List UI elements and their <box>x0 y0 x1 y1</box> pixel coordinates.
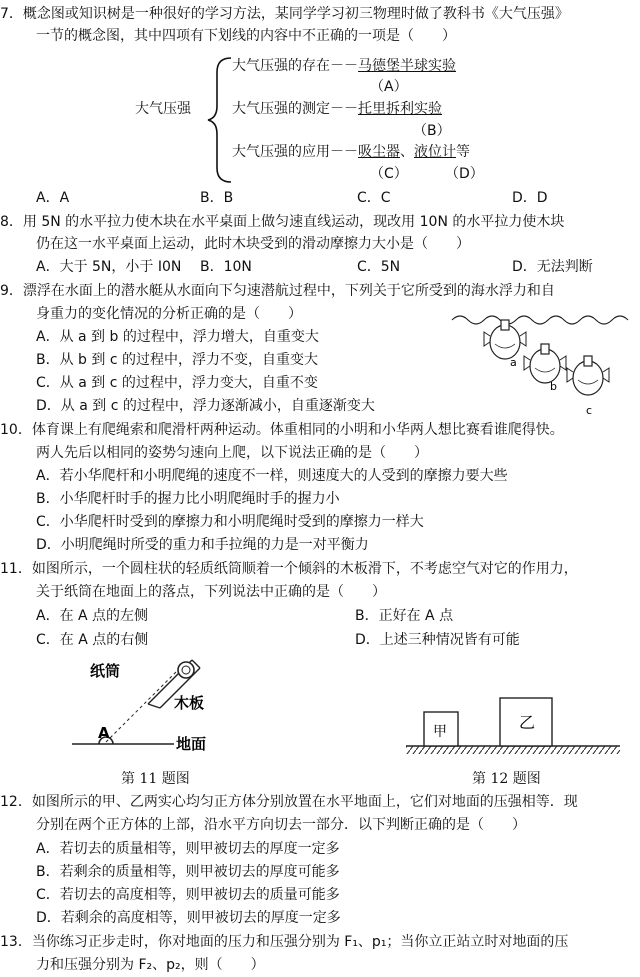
submarine-b-icon <box>524 344 566 383</box>
q13-stem-line2: 力和压强分别为 F₂、p₂，则（ ） <box>36 957 265 973</box>
diagram-tag-d: （D） <box>445 166 484 182</box>
q11-caption: 第 11 题图 <box>121 771 190 787</box>
q7-stem-line2: 一节的概念图，其中四项有下划线的内容中不正确的一项是（ ） <box>36 28 456 44</box>
q12-option-a[interactable]: A．若切去的质量相等，则甲被切去的厚度一定多 <box>36 841 340 857</box>
q7-option-c[interactable]: C．C <box>357 190 391 206</box>
q8-option-b[interactable]: B．10N <box>200 259 252 275</box>
diagram-row2-item: 托里拆利实验 <box>358 101 442 117</box>
diagram-row3-item-d: 液位计 <box>414 144 456 160</box>
label-point-a: A <box>98 724 110 742</box>
diagram-row2 <box>232 99 442 119</box>
q8-option-d[interactable]: D．无法判断 <box>512 259 593 275</box>
submarine-c-icon <box>567 356 609 395</box>
q10-option-a[interactable]: A．若小华爬杆和小明爬绳的速度不一样，则速度大的人受到的摩擦力要大些 <box>36 468 508 484</box>
q10-stem-line1: 10．体育课上有爬绳索和爬滑杆两种运动。体重相同的小明和小华两人想比赛看谁爬得快。 <box>0 422 564 438</box>
q9-option-d[interactable]: D．从 a 到 c 的过程中，浮力逐渐减小，自重逐渐变大 <box>36 398 375 414</box>
q8-option-a[interactable]: A．大于 5N，小于 I0N <box>36 259 182 275</box>
q7-option-a[interactable]: A．A <box>36 190 70 206</box>
q8-stem-line2: 仍在这一水平桌面上运动，此时木块受到的滑动摩擦力大小是（ ） <box>36 236 470 252</box>
diagram-tag-c: （C） <box>370 166 408 182</box>
diagram-row3-prefix: 大气压强的应用－－ <box>232 144 358 160</box>
diagram-row1 <box>232 56 456 76</box>
q12-option-c[interactable]: C．若切去的高度相等，则甲被切去的质量可能多 <box>36 887 340 903</box>
label-yi: 乙 <box>519 713 536 732</box>
diagram-root-label: 大气压强 <box>135 101 191 117</box>
q12-caption: 第 12 题图 <box>472 771 541 787</box>
diagram-row3-item-c: 吸尘器 <box>358 144 400 160</box>
diagram-tag-a: （A） <box>370 79 408 95</box>
brace-icon <box>205 56 235 186</box>
diagram-tag-b: （B） <box>413 123 451 139</box>
q9-option-b[interactable]: B．从 b 到 c 的过程中，浮力不变，自重变大 <box>36 352 318 368</box>
q10-option-c[interactable]: C．小华爬杆时受到的摩擦力和小明爬绳时受到的摩擦力一样大 <box>36 514 424 530</box>
q12-stem-line2: 分别在两个正方体的上部，沿水平方向切去一部分．以下判断正确的是（ ） <box>36 817 526 833</box>
paper-tube-icon <box>178 662 194 678</box>
q11-option-c[interactable]: C．在 A 点的右侧 <box>36 632 149 648</box>
q10-option-d[interactable]: D．小明爬绳时所受的重力和手拉绳的力是一对平衡力 <box>36 537 369 553</box>
q7-option-d[interactable]: D．D <box>512 190 548 206</box>
sub-label-c: c <box>586 404 593 417</box>
q11-figure <box>66 656 266 766</box>
q11-option-a[interactable]: A．在 A 点的左侧 <box>36 608 149 624</box>
q13-stem-line1: 13．当你练习正步走时，你对地面的压力和压强分别为 F₁、p₁；当你立正站立时对地面的压 <box>0 934 569 950</box>
q11-stem-line2: 关于纸筒在地面上的落点，下列说法中正确的是（ ） <box>36 584 386 600</box>
q9-option-a[interactable]: A．从 a 到 b 的过程中，浮力增大，自重变大 <box>36 329 319 345</box>
label-jia: 甲 <box>433 724 447 740</box>
diagram-row3 <box>232 142 470 162</box>
q11-option-b[interactable]: B．正好在 A 点 <box>355 608 454 624</box>
q11-stem-line1: 11．如图所示，一个圆柱状的轻质纸筒顺着一个倾斜的木板滑下，不考虑空气对它的作用力， <box>0 561 578 577</box>
diagram-row1-item: 马德堡半球实验 <box>358 58 456 74</box>
q10-option-b[interactable]: B．小华爬杆时手的握力比小明爬绳时手的握力小 <box>36 491 340 507</box>
diagram-row1-prefix: 大气压强的存在－－ <box>232 58 358 74</box>
q8-option-c[interactable]: C．5N <box>357 259 401 275</box>
q12-option-b[interactable]: B．若剩余的质量相等，则甲被切去的厚度可能多 <box>36 864 340 880</box>
sub-label-b: b <box>550 380 557 393</box>
q12-option-d[interactable]: D．若剩余的高度相等，则甲被切去的厚度一定多 <box>36 910 341 926</box>
q9-stem-line1: 9．漂浮在水面上的潜水艇从水面向下匀速潜航过程中，下列关于它所受到的海水浮力和自 <box>0 283 555 299</box>
q12-stem-line1: 12．如图所示的甲、乙两实心均匀正方体分别放置在水平地面上，它们对地面的压强相等．现 <box>0 794 578 810</box>
submarine-a-icon <box>484 320 526 359</box>
diagram-row3-suffix: 等 <box>456 144 470 160</box>
q7-stem-line1: 7．概念图或知识树是一种很好的学习方法，某同学学习初三物理时做了教科书《大气压强》 <box>0 6 569 22</box>
label-board: 木板 <box>174 694 205 712</box>
diagram-row2-prefix: 大气压强的测定－－ <box>232 101 358 117</box>
submarine-figure <box>450 306 630 418</box>
q8-stem-line1: 8．用 5N 的水平拉力使木块在水平桌面上做匀速直线运动，现改用 10N 的水平拉力使木块 <box>0 214 565 230</box>
q7-option-b[interactable]: B．B <box>200 190 234 206</box>
q9-option-c[interactable]: C．从 a 到 c 的过程中，浮力变大，自重不变 <box>36 375 318 391</box>
q10-stem-line2: 两人先后以相同的姿势匀速向上爬，以下说法正确的是（ ） <box>36 445 428 461</box>
label-ground: 地面 <box>176 735 207 753</box>
q12-figure <box>404 694 624 760</box>
q7-concept-diagram <box>0 48 640 188</box>
diagram-row3-sep: 、 <box>400 144 414 160</box>
sub-label-a: a <box>510 356 517 369</box>
label-tube: 纸筒 <box>90 662 121 680</box>
q11-option-d[interactable]: D．上述三种情况皆有可能 <box>355 632 520 648</box>
q9-stem-line2: 身重力的变化情况的分析正确的是（ ） <box>36 306 302 322</box>
